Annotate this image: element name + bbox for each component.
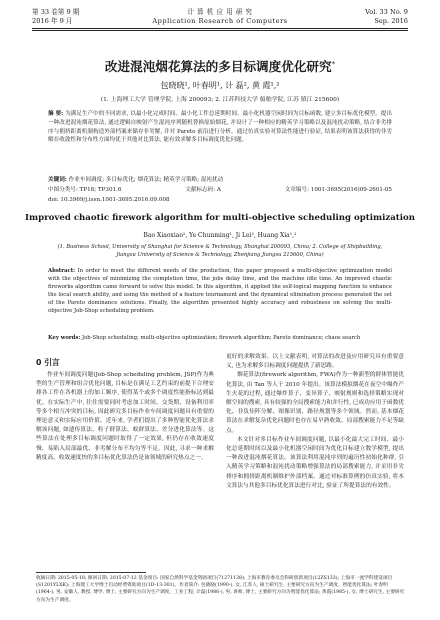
classification-row [48,186,392,195]
header-right [365,8,408,25]
abstract-en-label: Abstract: [48,268,76,274]
header-date-zh: 2016 年 9 月 [32,16,73,25]
body-column-right [226,353,404,491]
keywords-en-label: Key words: [48,335,81,341]
title-zh-text: 改进混沌烟花算法的多目标调度优化研究 [104,59,332,74]
affiliation-zh: (1. 上海理工大学 管理学院, 上海 200093; 2. 江苏科技大学 船舶学院, 江苏 镇江 215600) [100,97,340,103]
keywords-zh [48,176,392,185]
keywords-en-text: Job-Shop scheduling; multi-objective optimization; firework algorithm; Pareto dominance; chaos search [82,335,361,341]
header-center [120,8,320,25]
header-volume-zh: 第 33 卷第 9 期 [32,8,80,16]
section-heading-introduction: 0 引言 [36,358,60,367]
authors-en: Bao Xiaoxiao¹, Ye Chunming¹, Ji Lei², Huang Xia¹,² [143,232,297,239]
header-journal-zh: 计 算 机 应 用 研 究 [187,8,253,16]
title-en: Improved chaotic firework algorithm for multi-objective scheduling optimization [24,213,415,223]
abstract-zh-text: 为满足生产中的不同需求, 以最小化完成时间、最小化工件总延期时间、最小化机器空闲时间为目标函数, 建立多目标优化模型。提出一种改进混沌烟花算法, 通过逻辑自映射产生混沌序列随机替换原始烟花, 并设计了一种相应的精英学习策略以及混沌扰动策略, 结合非劣排序与拥挤距离机制构造外部档案来储存非劣解, 并对 Pareto 前沿进行分析。通过仿真实验对算法性能进行验证, 结果表明该算法获得的非劣解在收敛性和分布性方面均优于其他对比算法, 能有效求解多目标调度优化问题。 [48,111,392,144]
abstract-zh [48,110,392,145]
clc-number: 中图分类号: TP18; TP301.6 [48,187,122,193]
body-column-left: 作业车间调度问题(Job-Shop scheduling problem, JSP)作为典型的生产管理和组合优化问题, 目标是在满足工艺约束的前提下合理安排各工件在各机器上的加工顺序, 使得某个或多个调度性能指标达到最优。在实际生产中, 往往需要同时考虑加工时间、交货期、设备利用率等多个相互冲突的目标, 因此研究多目标作业车间调度问题具有重要的理论意义和实际应用价值。近年来, 学者们提出了多种智能优化算法求解该问题, 如遗传算法、粒子群算法、蚁群算法、差分进化算法等。这些算法在处理多目标调度问题时取得了一定效果, 但仍存在收敛速度慢、易陷入局部最优、非劣解分布不均匀等不足。因此, 寻求一种求解精度高、收敛速度快的多目标优化算法仍是该领域的研究热点之一。 [36,372,214,461]
header-rule [32,28,408,29]
keywords-zh-label: 关键词: [48,177,67,183]
header-journal-en: Application Research of Computers [152,16,288,25]
authors-zh: 包晓晓¹, 叶春明¹, 计 磊², 黄 霞¹,² [160,81,280,90]
footnote-rule [36,572,146,573]
keywords-en [48,335,392,343]
title-zh-mark: * [331,59,336,68]
article-number: 文章编号: 1001-3695(2016)09-2601-05 [284,187,392,193]
keywords-zh-text: 作业车间调度; 多目标优化; 烟花算法; 精英学习策略; 混沌扰动 [68,177,224,183]
header-left [32,8,79,25]
document-code: 文献标志码: A [185,187,221,193]
abstract-en [48,268,392,315]
footnote: 收稿日期: 2015-05-18; 修回日期: 2015-07-12 基金项目: 国家自然科学基金资助项目(71271138); 上海市教育委员会科研创新项目(12ZS133); 上海市一流学科建设项目(S1201YLXK); 上海理工大学博士启动经费资助项目(1D-13-301)。作者简介: 包晓晓(1990-), 女, 江苏人, 硕士研究生, 主要研究方向为生产调度、智能优化算法; 叶春明(1964-), 男, 安徽人, 教授, 博导, 博士, 主要研究方向为生产调度、工业工程; 计磊(1986-), 男, 讲师, 博士, 主要研究方向为智能优化算法; 黄霞(1985-), 女, 博士研究生, 主要研究方向为生产调度。 [36,576,405,603]
body-paragraph: 本文针对多目标作业车间调度问题, 以最小化最大完工时间、最小化总延期时间以及最小化机器空闲时间为优化目标建立数学模型, 提出一种改进混沌烟花算法。该算法利用混沌序列的遍历性初始化种群, 引入精英学习策略和混沌扰动策略增强算法的局部搜索能力, 并采用非劣排序和拥挤距离机制维护外部档案。通过对标准算例的仿真实验, 将本文算法与其他多目标优化算法进行对比, 验证了所提算法的有效性。 [226,436,404,489]
affiliation-en: (1. Business School, University of Shanghai for Science & Technology, Shanghai 200093, China; 2. College of Shipbuilding, Jiangsu University of Science & Technology, Zhenjiang Jiangsu 215600, China) [57,244,383,258]
body-paragraph: 烟花算法(firework algorithm, FWA)作为一种新型的群体智能优化算法, 由 Tan 等人于 2010 年提出。该算法模拟烟花在夜空中爆炸产生火花的过程, 通过爆炸算子、变异算子、映射规则和选择策略实现对解空间的搜索, 具有较强的全局搜索能力和并行性, 已成功应用于函数优化、非负矩阵分解、图像识别、路径规划等多个领域。然而, 基本烟花算法在求解复杂优化问题时也存在易早熟收敛、局部搜索能力不足等缺点。 [226,372,404,434]
header-date-en: Sep. 2016 [374,16,408,25]
abstract-en-text: In order to meet the different needs of the production, this paper proposed a multi-objective optimization model with the objectives of minimizing the completion time, the jobs delay time, and the machine idle time. An improved chaotic fireworks algorithm came forward to solve this model. In this algorithm, it applied the self-logical mapping function to enhance the local search ability, and using the method of a feature tournament and the dynamical elimination process generated the set of the Pareto dominance solutions. Finally, the algorithm presented highly accuracy and robustness on solving the multi-objective Job-Shop scheduling problem. [48,268,393,314]
header-volume-en: Vol. 33 No. 9 [365,8,408,16]
abstract-zh-label: 摘 要: [48,111,64,117]
title-zh [20,56,420,75]
doi[interactable]: doi: 10.3969/j.issn.1001-3695.2016.09.008 [48,197,170,203]
body-paragraph: 更好的求解效果。以上文献表明, 对算法的改进及应用研究具有重要意义, 也为求解多目标调度问题提供了新思路。 [226,354,404,370]
header-rule-thin [32,30,408,31]
